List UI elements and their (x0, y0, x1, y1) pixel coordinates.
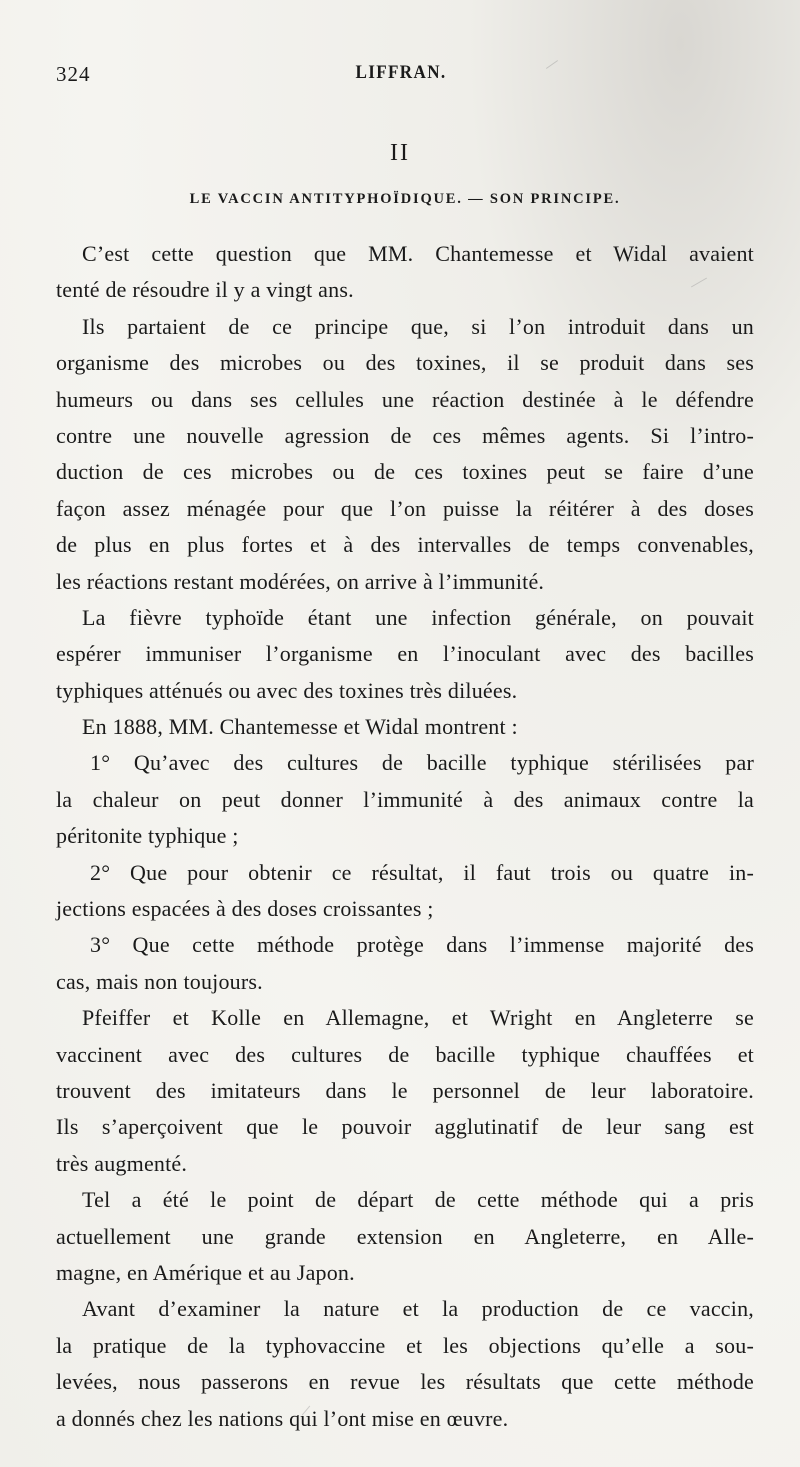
text-line: Ils partaient de ce principe que, si l’on introduit dans un (82, 313, 754, 339)
text-line: tenté de résoudre il y a vingt ans. (56, 277, 354, 303)
text-line: trouvent des imitateurs dans le personnel de leur laboratoire. (56, 1077, 754, 1103)
running-title: LIFFRAN. (355, 62, 447, 83)
section-title: LE VACCIN ANTITYPHOÏDIQUE. — SON PRINCIPE. (189, 191, 621, 207)
text-line: a donnés chez les nations qui l’ont mise en œuvre. (56, 1405, 509, 1431)
text-line: 2° Que pour obtenir ce résultat, il faut trois ou quatre in- (90, 859, 754, 885)
text-line: actuellement une grande extension en Angleterre, en Alle- (56, 1223, 754, 1249)
text-line: la pratique de la typhovaccine et les objections qu’elle a sou- (56, 1332, 754, 1358)
text-line: façon assez ménagée pour que l’on puisse la réitérer à des doses (56, 495, 754, 521)
text-line: très augmenté. (56, 1150, 188, 1176)
body-text (56, 236, 754, 1437)
text-line: cas, mais non toujours. (56, 968, 263, 994)
text-line: organisme des microbes ou des toxines, il se produit dans ses (56, 350, 754, 376)
text-line: humeurs ou dans ses cellules une réaction destinée à le défendre (56, 386, 754, 412)
text-line: Avant d’examiner la nature et la production de ce vaccin, (82, 1296, 754, 1322)
text-line: levées, nous passerons en revue les résultats que cette méthode (56, 1369, 754, 1395)
text-line: Ils s’aperçoivent que le pouvoir agglutinatif de leur sang est (56, 1114, 754, 1140)
text-line: Tel a été le point de départ de cette méthode qui a pris (82, 1187, 754, 1213)
text-line: la chaleur on peut donner l’immunité à des animaux contre la (56, 786, 754, 812)
page-number: 324 (56, 62, 91, 86)
running-head (56, 62, 746, 92)
section-numeral: II (390, 140, 410, 166)
text-line: 3° Que cette méthode protège dans l’immense majorité des (90, 932, 754, 958)
text-line: les réactions restant modérées, on arrive à l’immunité. (56, 568, 545, 594)
text-line: vaccinent avec des cultures de bacille typhique chauffées et (56, 1041, 754, 1067)
text-line: espérer immuniser l’organisme en l’inoculant avec des bacilles (56, 641, 754, 667)
text-line: duction de ces microbes ou de ces toxines peut se faire d’une (56, 459, 754, 485)
text-line: Pfeiffer et Kolle en Allemagne, et Wright en Angleterre se (82, 1005, 754, 1031)
text-line: En 1888, MM. Chantemesse et Widal montrent : (82, 714, 518, 740)
text-line: 1° Qu’avec des cultures de bacille typhique stérilisées par (90, 750, 754, 776)
text-line: magne, en Amérique et au Japon. (56, 1259, 355, 1285)
text-line: La fièvre typhoïde étant une infection générale, on pouvait (82, 604, 754, 630)
text-line: de plus en plus fortes et à des intervalles de temps convenables, (56, 532, 754, 558)
text-line: contre une nouvelle agression de ces mêmes agents. Si l’intro- (56, 422, 754, 448)
text-line: jections espacées à des doses croissantes ; (56, 896, 434, 922)
text-line: péritonite typhique ; (56, 823, 239, 849)
text-line: typhiques atténués ou avec des toxines très diluées. (56, 677, 518, 703)
text-line: C’est cette question que MM. Chantemesse et Widal avaient (82, 241, 754, 266)
